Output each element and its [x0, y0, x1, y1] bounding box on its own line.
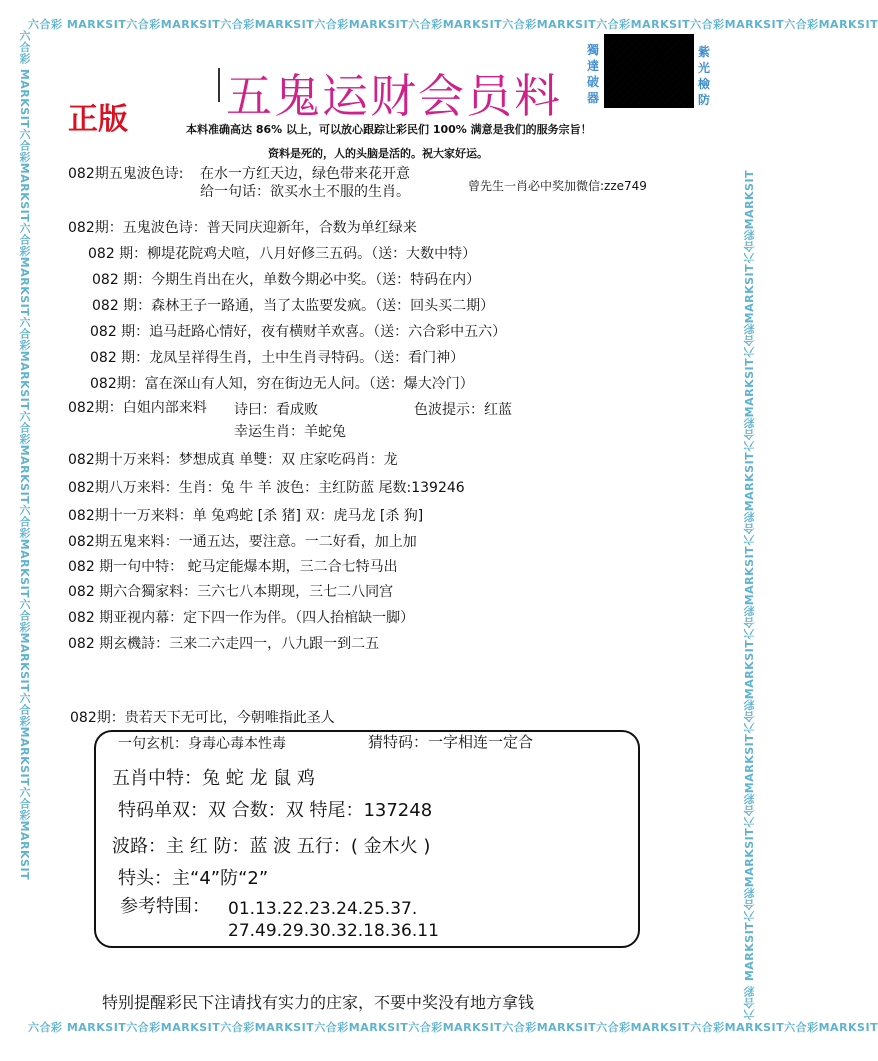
- genuine-badge: 正版: [68, 102, 128, 137]
- box-reference-label: 参考特围：: [120, 896, 210, 917]
- list-item: 082 期：今期生肖出在火，单数今期必中奖。（送：特码在内）: [92, 272, 481, 288]
- inner-wave-hint: 色波提示：红蓝: [414, 402, 512, 418]
- inner-label: 082期：白姐内部来料: [68, 400, 207, 416]
- list-item: 082 期：追马赶路心情好，夜有横财羊欢喜。（送：六合彩中五六）: [90, 324, 507, 340]
- inner-poem: 诗曰：看成败: [234, 402, 318, 418]
- box-reference-numbers-2: 27.49.29.30.32.18.36.11: [228, 921, 439, 941]
- list-item: 082期：富在深山有人知，穷在街边无人问。（送：爆大冷门）: [90, 376, 474, 392]
- box-reference-numbers-1: 01.13.22.23.24.25.37.: [228, 899, 418, 919]
- title-divider: [218, 68, 220, 102]
- page-title: 五鬼运财会员料: [226, 69, 562, 123]
- footer-reminder: 特别提醒彩民下注请找有实力的庄家，不要中奖没有地方拿钱: [102, 993, 535, 1012]
- subtitle-luck: 资料是死的，人的头脑是活的。祝大家好运。: [268, 147, 488, 160]
- watermark-left: 六合彩 MARKSIT六合彩MARKSIT六合彩MARKSIT六合彩MARKSIT六合彩MARKSIT六合彩MARKSIT六合彩MARKSIT六合彩MARKSIT六合彩MARKSIT: [18, 30, 31, 881]
- watermark-top: 六合彩 MARKSIT六合彩MARKSIT六合彩MARKSIT六合彩MARKSIT六合彩MARKSIT六合彩MARKSIT六合彩MARKSIT六合彩MARKSIT六合彩MARKSIT: [28, 18, 878, 31]
- poem-line-1: 在水一方红天边，绿色带来花开意: [200, 166, 410, 182]
- stamp-right: 紫 光 檢 防: [697, 45, 710, 107]
- info-line: 082期八万来料：生肖：兔 牛 羊 波色：主红防蓝 尾数:139246: [68, 480, 465, 496]
- subtitle-accuracy: 本料准确高达 86% 以上，可以放心跟踪让彩民们 100% 满意是我们的服务宗旨！: [186, 123, 592, 136]
- list-item: 082 期：龙凤呈祥得生肖，土中生肖寻特码。（送：看门神）: [90, 350, 465, 366]
- info-line: 082期十万来料：梦想成真 单雙：双 庄家吃码肖：龙: [68, 452, 398, 468]
- box-odd-even: 特码单双：双 合数：双 特尾：137248: [118, 800, 433, 821]
- box-guess-code: 猜特码：一字相连一定合: [368, 733, 534, 751]
- saying-line: 082期：贵若天下无可比，今朝唯指此圣人: [70, 710, 335, 726]
- info-line: 082期五鬼来料：一通五达，要注意。一二好看，加上加: [68, 534, 417, 550]
- info-line: 082 期玄機詩：三来二六走四一，八九跟一到二五: [68, 636, 380, 652]
- info-line: 082 期亚视内幕：定下四一作为伴。（四人抬棺缺一脚）: [68, 610, 415, 626]
- inner-lucky-zodiac: 幸运生肖：羊蛇兔: [234, 424, 346, 440]
- list-item: 082 期：柳堤花院鸡犬喧，八月好修三五码。（送：大数中特）: [88, 246, 477, 262]
- contact-wechat: 曾先生一肖必中奖加微信:zze749: [468, 179, 647, 193]
- poem-label: 082期五鬼波色诗:: [68, 166, 184, 182]
- box-xuanji: 一句玄机：身毒心毒本性毒: [118, 736, 286, 752]
- stamp-left: 獨 達 破 器: [586, 43, 599, 105]
- info-line: 082 期一句中特： 蛇马定能爆本期，三二合七特马出: [68, 559, 398, 575]
- box-wave-road: 波路：主 红 防：蓝 波 五行：( 金木火 ): [112, 836, 431, 857]
- poem-line-2: 给一句话：欲买水土不服的生肖。: [200, 184, 410, 200]
- box-five-zodiac: 五肖中特：兔 蛇 龙 鼠 鸡: [112, 768, 315, 789]
- box-head: 特头：主“4”防“2”: [118, 868, 269, 889]
- info-line: 082期十一万来料：单 兔鸡蛇 [杀 猪] 双：虎马龙 [杀 狗]: [68, 508, 424, 524]
- watermark-right: 六合彩 MARKSIT六合彩MARKSIT六合彩MARKSIT六合彩MARKSIT六合彩MARKSIT六合彩MARKSIT六合彩MARKSIT六合彩MARKSIT六合彩MARKSIT: [743, 169, 756, 1020]
- watermark-bottom: 六合彩 MARKSIT六合彩MARKSIT六合彩MARKSIT六合彩MARKSIT六合彩MARKSIT六合彩MARKSIT六合彩MARKSIT六合彩MARKSIT六合彩MARKSIT: [28, 1021, 878, 1034]
- list-item: 082期：五鬼波色诗：普天同庆迎新年，合数为单红绿来: [68, 220, 417, 236]
- list-item: 082 期：森林王子一路通，当了太监要发疯。（送：回头买二期）: [92, 298, 495, 314]
- qr-code-image: [604, 34, 694, 108]
- info-line: 082 期六合獨家料：三六七八本期现，三七二八同宫: [68, 584, 394, 600]
